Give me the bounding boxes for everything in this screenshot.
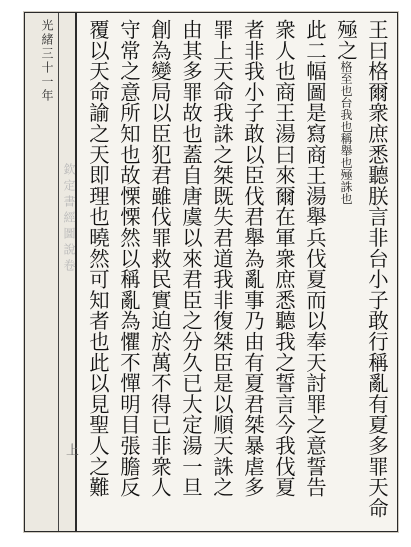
column-text: 守常之意所知也故慄慄然以稱亂為懼不憚明目張膽反 [117, 19, 141, 498]
text-column [241, 19, 265, 525]
column-text: 衆人也商王湯曰來爾在軍衆庶悉聽我之誓言今我伐夏 [272, 19, 296, 498]
text-column [272, 19, 296, 525]
column-text: 覆以天命諭之天即理也曉然可知者也此以見聖人之難 [86, 19, 110, 498]
margin-book-title: 欽定書經圖說卷 [62, 163, 76, 275]
column-text: 由其多罪故也蓋自唐虞以來君臣之分久已大定湯一旦 [179, 19, 203, 498]
margin-page-mark: 上 [63, 443, 78, 458]
column-text: 此二幅圖是寫商王湯舉兵伐夏而以奉天討罪之意誓告 [303, 19, 327, 498]
main-text-area [81, 19, 389, 525]
margin-title: 光緒三十一年 [40, 19, 54, 103]
column-text: 者非我小子敢以臣伐君舉為亂事乃由有夏君桀暴虐多 [241, 19, 265, 498]
text-column [365, 19, 389, 525]
column-note: 格至也台我也稱舉也殛誅也 [339, 60, 353, 205]
margin-rule [58, 13, 59, 531]
text-column [303, 19, 327, 525]
text-column [210, 19, 234, 525]
text-column [334, 19, 358, 525]
column-text: 殛之 [334, 19, 358, 61]
book-page [24, 12, 398, 532]
text-column [179, 19, 203, 525]
text-column [86, 19, 110, 525]
text-column [117, 19, 141, 525]
column-text-cont: 王曰格爾衆庶悉聽朕言非台小子敢行稱亂有夏多罪天命 [365, 19, 389, 519]
text-column [148, 19, 172, 525]
page-margin [25, 13, 77, 531]
column-text: 創為變局以臣犯君雖伐罪救民實迫於萬不得已非衆人 [148, 19, 172, 498]
column-text: 罪上天命我誅之桀既失君道我非復桀臣是以順天誅之 [210, 19, 234, 498]
